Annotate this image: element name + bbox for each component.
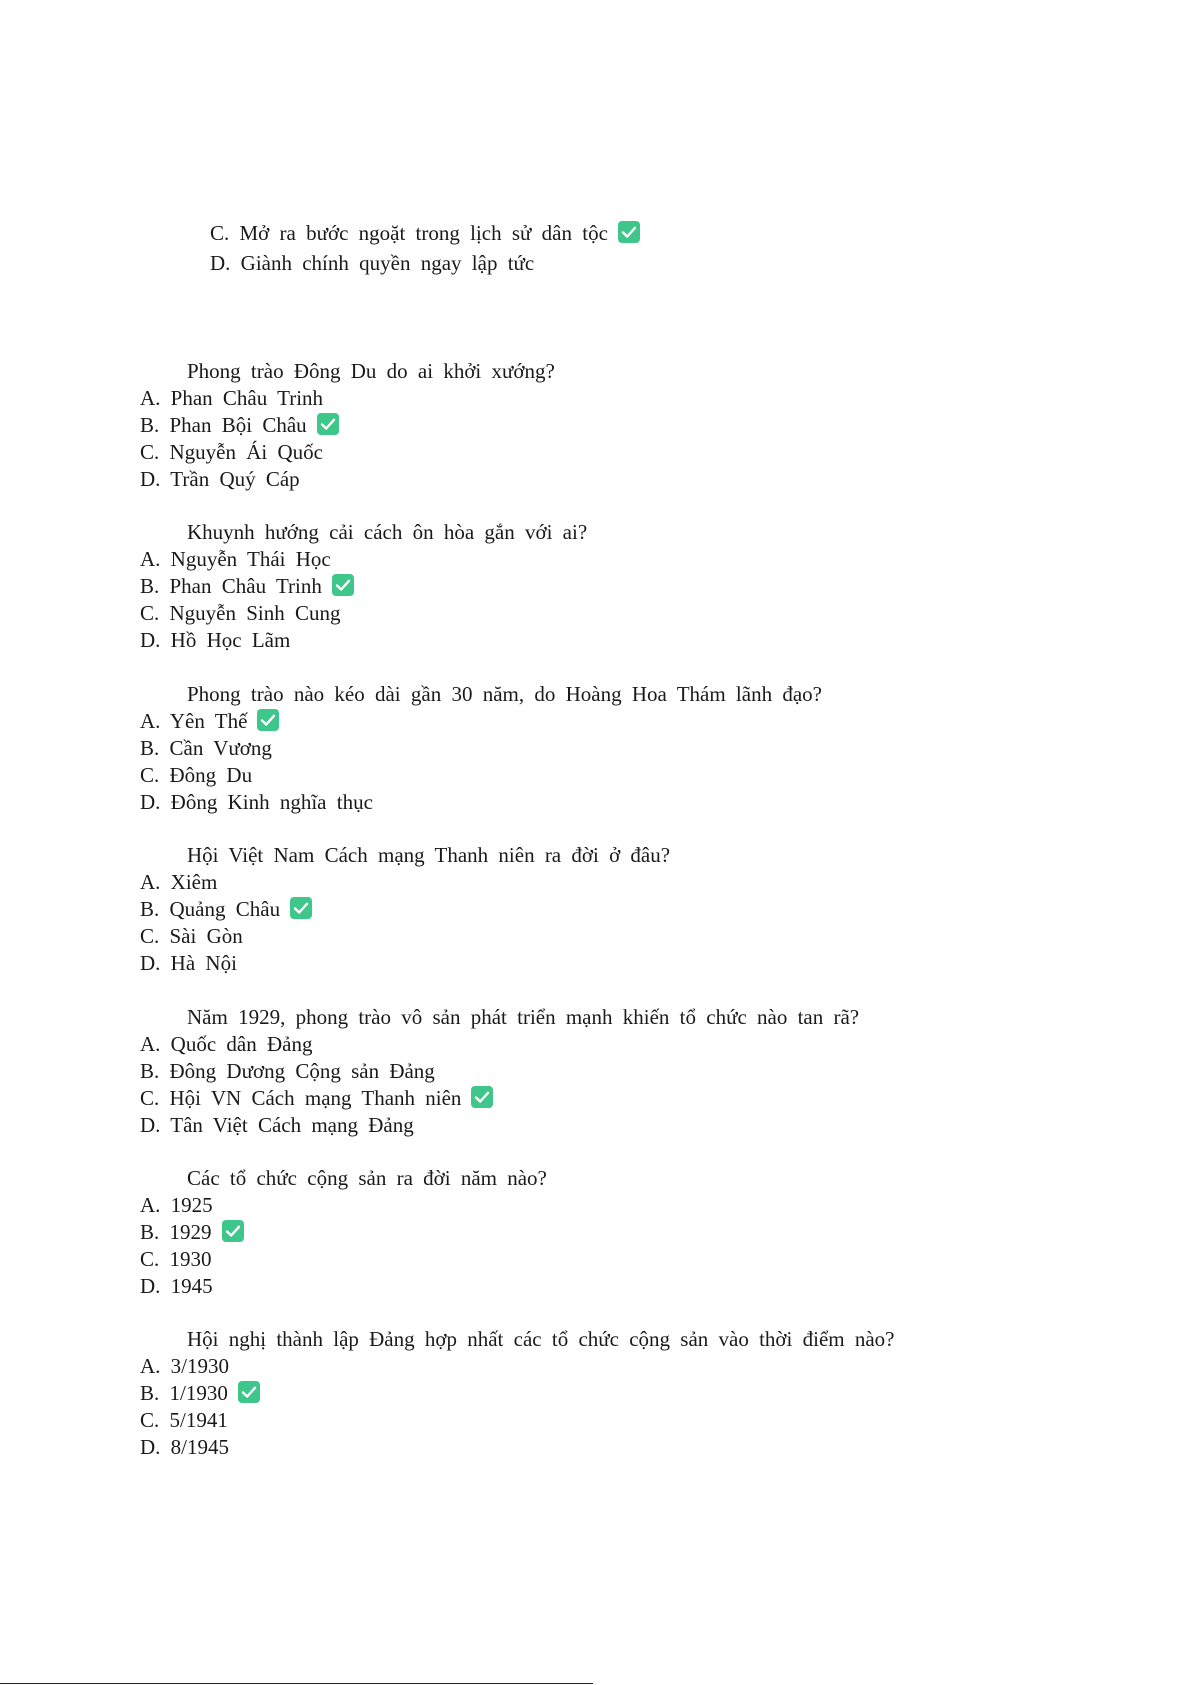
answer-option-text: D. Đông Kinh nghĩa thục (140, 789, 373, 814)
question-text-text: Năm 1929, phong trào vô sản phát triển mạnh khiến tổ chức nào tan rã? (187, 1004, 860, 1029)
answer-option-text: B. Cần Vương (140, 735, 272, 760)
check-mark-icon (618, 221, 640, 243)
answer-option (140, 950, 237, 976)
question-text-text: Phong trào Đông Du do ai khởi xướng? (187, 359, 555, 383)
answer-option (140, 1219, 244, 1245)
check-mark-icon (222, 1220, 244, 1242)
answer-option (140, 923, 243, 949)
answer-option-text: D. Hồ Học Lãm (140, 628, 291, 653)
answer-option-text: C. Mở ra bước ngoặt trong lịch sử dân tộc (210, 221, 608, 245)
question-text (187, 1004, 859, 1030)
question-text (187, 842, 670, 868)
answer-option-text: B. Phan Bội Châu (140, 413, 307, 437)
answer-option (140, 896, 312, 922)
answer-option-text: D. Giành chính quyền ngay lập tức (210, 251, 535, 275)
answer-option (140, 1273, 213, 1299)
answer-option-text: B. Đông Dương Cộng sản Đảng (140, 1058, 435, 1083)
answer-option (140, 1192, 213, 1218)
question-text-text: Hội Việt Nam Cách mạng Thanh niên ra đời ở đâu? (187, 843, 671, 868)
answer-option-text: A. Quốc dân Đảng (140, 1031, 313, 1056)
answer-option (140, 1058, 435, 1084)
answer-option-text: B. Quảng Châu (140, 897, 281, 922)
question-text-text: Các tổ chức cộng sản ra đời năm nào? (187, 1166, 547, 1190)
check-mark-icon (238, 1381, 260, 1403)
answer-option-text: A. Nguyễn Thái Học (140, 547, 331, 572)
check-mark-icon (257, 709, 279, 731)
answer-option (140, 385, 323, 411)
answer-option (140, 1112, 414, 1138)
check-mark-icon (471, 1086, 493, 1108)
question-text (187, 1326, 895, 1352)
answer-option (140, 412, 339, 438)
answer-option-text: B. Phan Châu Trinh (140, 574, 322, 599)
answer-option-text: B. 1929 (140, 1220, 212, 1244)
question-text-text: Khuynh hướng cải cách ôn hòa gắn với ai? (187, 520, 588, 545)
question-text (187, 681, 822, 707)
question-text (187, 519, 587, 545)
answer-option-text: C. 1930 (140, 1247, 212, 1271)
answer-option (140, 1380, 260, 1406)
answer-option (140, 1246, 212, 1272)
answer-option-text: D. 1945 (140, 1274, 213, 1298)
answer-option (140, 1407, 228, 1433)
answer-option-text: C. Hội VN Cách mạng Thanh niên (140, 1085, 462, 1110)
answer-option-text: D. 8/1945 (140, 1435, 229, 1460)
answer-option-text: D. Hà Nội (140, 951, 237, 976)
answer-option (140, 466, 300, 492)
answer-option-text: C. Đông Du (140, 762, 253, 787)
question-text-text: Hội nghị thành lập Đảng hợp nhất các tổ chức cộng sản vào thời điểm nào? (187, 1327, 895, 1352)
question-text (187, 1165, 547, 1191)
answer-option (210, 220, 640, 246)
answer-option (140, 869, 217, 895)
answer-option-text: A. Yên Thế (140, 708, 248, 733)
answer-option (140, 1434, 229, 1460)
answer-option-text: C. Sài Gòn (140, 924, 243, 949)
answer-option-text: A. Phan Châu Trinh (140, 386, 324, 410)
check-mark-icon (317, 413, 339, 435)
answer-option (140, 439, 323, 465)
answer-option-text: A. 1925 (140, 1193, 213, 1217)
answer-option (140, 1031, 312, 1057)
answer-option (140, 1085, 493, 1111)
answer-option (210, 250, 534, 276)
answer-option (140, 600, 341, 626)
answer-option-text: D. Tân Việt Cách mạng Đảng (140, 1112, 414, 1137)
question-text-text: Phong trào nào kéo dài gần 30 năm, do Hoàng Hoa Thám lãnh đạo? (187, 681, 822, 706)
answer-option-text: B. 1/1930 (140, 1381, 228, 1406)
answer-option-text: C. Nguyễn Ái Quốc (140, 440, 323, 464)
answer-option (140, 627, 290, 653)
answer-option-text: A. 3/1930 (140, 1354, 229, 1379)
answer-option (140, 735, 272, 761)
answer-option-text: C. 5/1941 (140, 1408, 228, 1433)
answer-option (140, 762, 252, 788)
answer-option-text: C. Nguyễn Sinh Cung (140, 601, 341, 626)
answer-option (140, 789, 373, 815)
answer-option-text: D. Trần Quý Cáp (140, 467, 300, 491)
check-mark-icon (332, 574, 354, 596)
answer-option (140, 1353, 229, 1379)
answer-option (140, 573, 354, 599)
answer-option-text: A. Xiêm (140, 870, 218, 895)
check-mark-icon (290, 897, 312, 919)
question-text (187, 358, 555, 384)
answer-option (140, 546, 331, 572)
footnote-separator (0, 1683, 593, 1684)
answer-option (140, 708, 279, 734)
